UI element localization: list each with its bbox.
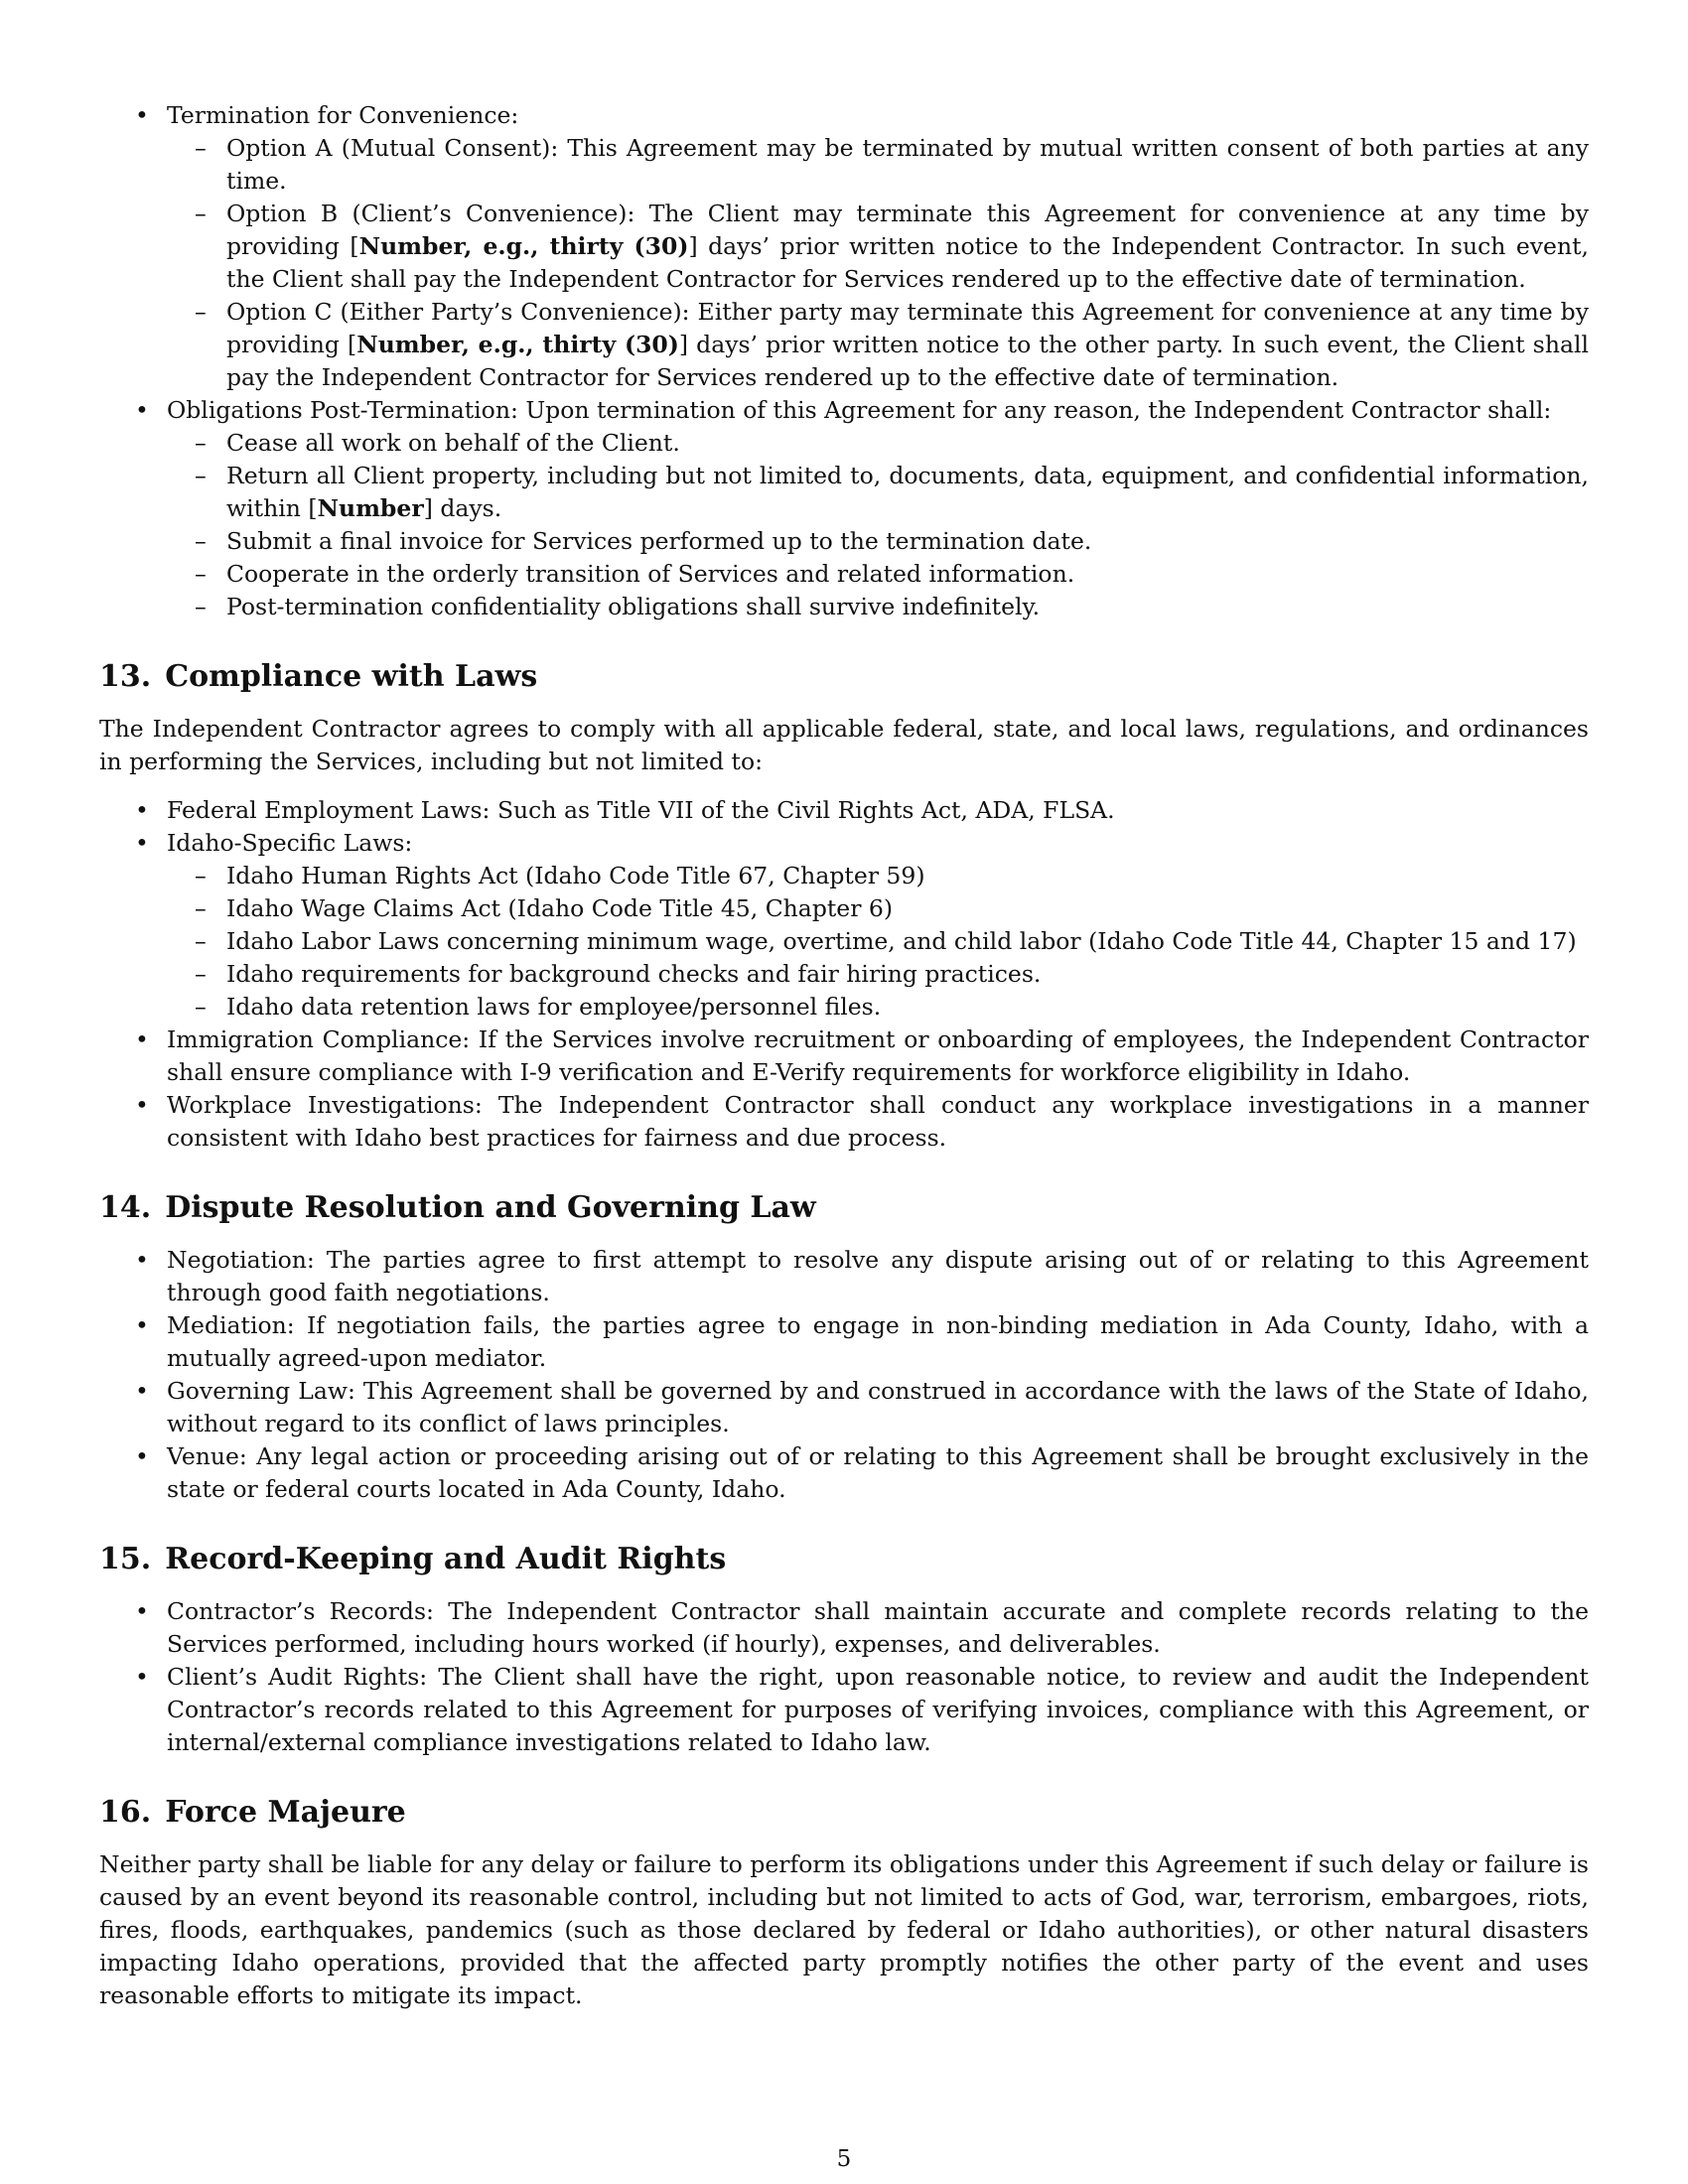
section-number: 13. [99,659,152,694]
option-b-item [167,198,1589,296]
governing-law-item: Governing Law: This Agreement shall be governed by and construed in accordance with the laws of the State of Idaho, without regard to its conflict of laws principles. [167,1377,1589,1437]
list-item [167,958,1589,991]
section-number: 16. [99,1795,152,1830]
option-a-text: Option A (Mutual Consent): This Agreement may be terminated by mutual written consent of both parties at any time. [226,134,1589,195]
venue-item: Venue: Any legal action or proceeding arising out of or relating to this Agreement shall be brought exclusively in the state or federal courts located in Ada County, Idaho. [167,1442,1589,1503]
section-14-list [99,1244,1589,1506]
post-termination-list [167,427,1589,623]
list-item [167,427,1589,460]
option-c-placeholder: Number, e.g., thirty (30) [356,331,679,358]
workplace-item: Workplace Investigations: The Independent Contractor shall conduct any workplace investigations in a manner consistent with Idaho best practices for fairness and due process. [167,1091,1589,1152]
list-item [99,1661,1589,1759]
section-14-heading [99,1188,1589,1228]
post-termination-item-2-pre: Return all Client property, including but not limited to, documents, data, equipment, and confidential information, within [ [226,462,1589,522]
section-title: Compliance with Laws [165,659,538,694]
idaho-laws-list [167,860,1589,1024]
option-c-text-post: ] days’ prior written notice to the other party. In such event, the Client shall pay the Independent Contractor for Services rendered up to the effective date of termination. [226,331,1589,391]
document-page [99,99,1589,2012]
list-item [167,892,1589,925]
list-item [167,991,1589,1024]
list-item [99,1024,1589,1089]
post-termination-placeholder: Number [317,494,424,522]
audit-rights-item: Client’s Audit Rights: The Client shall have the right, upon reasonable notice, to review and audit the Independent Contractor’s records related to this Agreement for purposes of verifying invoices, compliance with this Agreement, or internal/external compliance investigations related to Idaho law. [167,1663,1589,1756]
post-termination-item-1: Cease all work on behalf of the Client. [226,429,680,457]
list-item [99,1440,1589,1506]
idaho-laws-label: Idaho-Specific Laws: [167,829,413,857]
section-title: Dispute Resolution and Governing Law [165,1190,816,1225]
page-number: 5 [836,2146,852,2172]
section-16-heading [99,1793,1589,1833]
immigration-item: Immigration Compliance: If the Services involve recruitment or onboarding of employees, the Independent Contractor shall ensure compliance with I-9 verification and E-Verify requirements for workforce eligibility in Idaho. [167,1025,1589,1086]
idaho-law-1: Idaho Human Rights Act (Idaho Code Title 67, Chapter 59) [226,862,925,889]
list-item [167,860,1589,892]
force-majeure-body: Neither party shall be liable for any delay or failure to perform its obligations under this Agreement if such delay or failure is caused by an event beyond its reasonable control, including but not limited to acts of God, war, terrorism, embargoes, riots, fires, floods, earthquakes, pandemics (such as those declared by federal or Idaho authorities), or other natural disasters impacting Idaho operations, provided that the affected party promptly notifies the other party of the event and uses reasonable efforts to mitigate its impact. [99,1850,1589,2009]
list-item [167,591,1589,623]
idaho-law-2: Idaho Wage Claims Act (Idaho Code Title 45, Chapter 6) [226,894,894,922]
list-item [99,794,1589,827]
option-c-text-pre: Option C (Either Party’s Convenience): Either party may terminate this Agreement for convenience at any time by providing [ [226,298,1589,358]
federal-laws-item: Federal Employment Laws: Such as Title VII of the Civil Rights Act, ADA, FLSA. [167,796,1115,824]
list-item [99,99,1589,394]
section-13-heading [99,657,1589,697]
option-b-placeholder: Number, e.g., thirty (30) [358,232,689,260]
section-13-intro: The Independent Contractor agrees to comply with all applicable federal, state, and local laws, regulations, and ordinances in performing the Services, including but not limited to: [99,715,1589,775]
list-item [167,460,1589,525]
section-number: 14. [99,1190,152,1225]
section-title: Force Majeure [165,1795,406,1830]
list-item [99,1309,1589,1375]
list-item [99,394,1589,623]
section-15-heading [99,1540,1589,1579]
list-item [99,827,1589,1024]
mediation-item: Mediation: If negotiation fails, the parties agree to engage in non-binding mediation in Ada County, Idaho, with a mutually agreed-upon mediator. [167,1311,1589,1372]
post-termination-item-5: Post-termination confidentiality obligations shall survive indefinitely. [226,593,1041,620]
section-13-list [99,794,1589,1155]
termination-list [99,99,1589,623]
option-b-text-post: ] days’ prior written notice to the Independent Contractor. In such event, the Client shall pay the Independent Contractor for Services rendered up to the effective date of termination. [226,232,1590,293]
list-item [167,925,1589,958]
section-15-list [99,1595,1589,1759]
termination-convenience-label: Termination for Convenience: [167,101,519,129]
section-title: Record-Keeping and Audit Rights [165,1542,727,1576]
idaho-law-3: Idaho Labor Laws concerning minimum wage, overtime, and child labor (Idaho Code Title 44, Chapter 15 and 17) [226,927,1577,955]
option-b-text-pre: Option B (Client’s Convenience): The Client may terminate this Agreement for convenience at any time by providing [ [226,200,1589,260]
list-item [99,1375,1589,1440]
post-termination-item-3: Submit a final invoice for Services performed up to the termination date. [226,527,1092,555]
post-termination-item-4: Cooperate in the orderly transition of Services and related information. [226,560,1075,588]
list-item [99,1244,1589,1309]
option-a-item [167,132,1589,198]
option-c-item [167,296,1589,394]
list-item [99,1595,1589,1661]
list-item [167,558,1589,591]
contractor-records-item: Contractor’s Records: The Independent Contractor shall maintain accurate and complete records relating to the Services performed, including hours worked (if hourly), expenses, and deliverables. [167,1597,1589,1658]
convenience-options-list [167,132,1589,394]
list-item [99,1089,1589,1155]
post-termination-label: Obligations Post-Termination: Upon termination of this Agreement for any reason, the Independent Contractor shall: [167,396,1552,424]
post-termination-item-2-post: ] days. [423,494,502,522]
idaho-law-5: Idaho data retention laws for employee/personnel files. [226,993,882,1021]
idaho-law-4: Idaho requirements for background checks and fair hiring practices. [226,960,1042,988]
section-number: 15. [99,1542,152,1576]
list-item [167,525,1589,558]
negotiation-item: Negotiation: The parties agree to first attempt to resolve any dispute arising out of or relating to this Agreement through good faith negotiations. [167,1246,1589,1306]
